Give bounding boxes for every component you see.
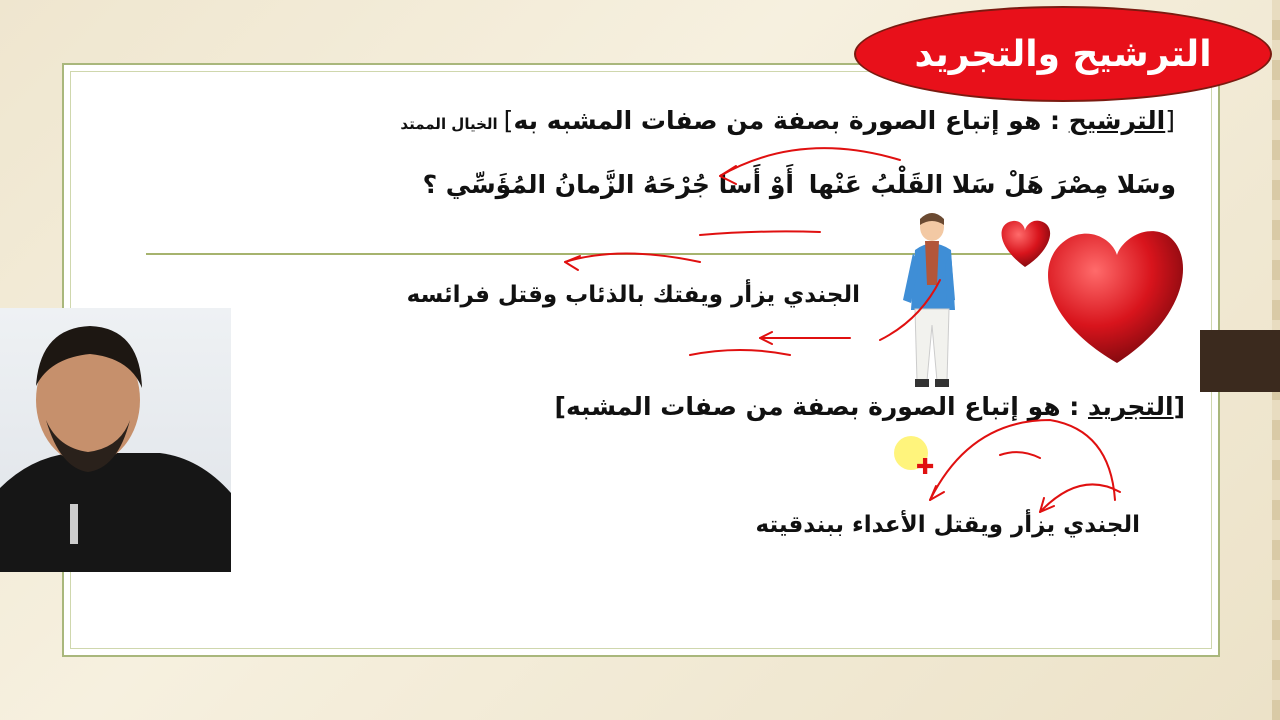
bracket-close: ]: [554, 392, 566, 421]
bracket-close: ]: [503, 106, 514, 135]
man-figure-icon: [895, 205, 965, 395]
separator: :: [1041, 106, 1069, 135]
tajrid-text: هو إتباع الصورة بصفة من صفات المشبه: [565, 392, 1061, 421]
tarshih-text: هو إتباع الصورة بصفة من صفات المشبه به: [513, 106, 1042, 135]
verse-first-hemistich: وسَلا مِصْرَ هَلْ سَلا القَلْبُ عَنْها: [808, 170, 1176, 199]
page-title: الترشيح والتجريد: [914, 33, 1212, 75]
tajrid-definition: [555, 392, 1185, 421]
divider-line: [146, 253, 1026, 255]
plus-cursor-icon: ✚: [916, 455, 935, 480]
example-tarshih: الجندي يزأر ويفتك بالذئاب وقتل فرائسه: [406, 282, 860, 308]
heart-icon: [1048, 231, 1183, 363]
verse-second-hemistich: أَوْ أَسا جُرْحَهُ الزَّمانُ المُؤَسِّي ؟: [422, 170, 794, 199]
bracket-open: [: [1165, 106, 1175, 135]
bracket-open: [: [1173, 392, 1185, 421]
separator: :: [1060, 392, 1088, 421]
webcam-overlay: [0, 308, 231, 572]
title-badge: [854, 6, 1272, 102]
tajrid-term: التجريد: [1088, 392, 1174, 421]
heart-icon: [1002, 221, 1051, 267]
example-tajrid: الجندي يزأر ويقتل الأعداء ببندقيته: [755, 512, 1140, 538]
tarshih-term: الترشيح: [1068, 106, 1166, 135]
presenter-video: [0, 308, 231, 572]
tarshih-definition: [400, 106, 1175, 135]
hearts-group: [995, 215, 1190, 365]
tarshih-note: الخيال الممتد: [400, 115, 498, 133]
side-tab: [1200, 330, 1280, 392]
